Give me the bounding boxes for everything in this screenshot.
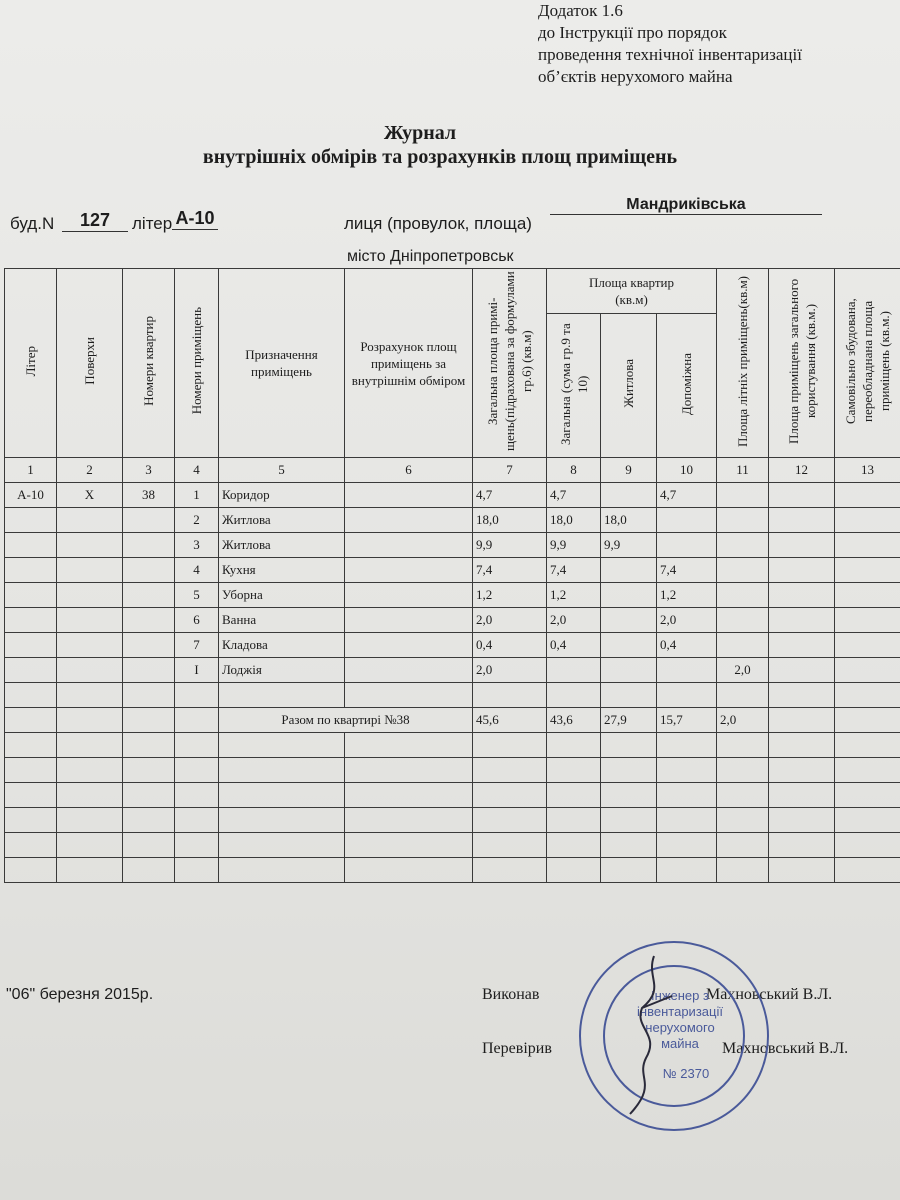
empty-cell xyxy=(473,783,547,808)
journal-title: Журнал xyxy=(383,122,457,144)
cell-room: 4 xyxy=(175,558,219,583)
building-number: 127 xyxy=(62,210,128,232)
street-label: лиця (провулок, площа) xyxy=(344,214,532,233)
cell-common xyxy=(769,483,835,508)
checked-by-label: Перевірив xyxy=(482,1040,552,1057)
journal-subtitle: внутрішніх обмірів та розрахунків площ приміщень xyxy=(202,146,678,168)
column-number: 12 xyxy=(769,458,835,483)
column-number: 6 xyxy=(345,458,473,483)
table-body xyxy=(5,483,900,883)
cell-summer xyxy=(717,483,769,508)
empty-cell xyxy=(769,708,835,733)
street-name: Мандриківська xyxy=(550,196,822,215)
cell-apt xyxy=(123,633,175,658)
empty-cell xyxy=(657,783,717,808)
empty-cell xyxy=(717,683,769,708)
empty-cell xyxy=(657,758,717,783)
empty-cell xyxy=(547,808,601,833)
empty-cell xyxy=(175,833,219,858)
cell-purpose: Кладова xyxy=(219,633,345,658)
column-number: 1 xyxy=(5,458,57,483)
empty-cell xyxy=(717,833,769,858)
cell-calc xyxy=(345,508,473,533)
column-number: 13 xyxy=(835,458,900,483)
empty-cell xyxy=(601,858,657,883)
cell-common xyxy=(769,633,835,658)
cell-total: 18,0 xyxy=(473,508,547,533)
cell-apt-total: 9,9 xyxy=(547,533,601,558)
empty-cell xyxy=(345,833,473,858)
empty-cell xyxy=(175,683,219,708)
empty-row xyxy=(5,783,900,808)
empty-cell xyxy=(657,733,717,758)
building-label: буд.N xyxy=(10,214,55,233)
total-aux: 15,7 xyxy=(657,708,717,733)
cell-liter xyxy=(5,583,57,608)
cell-common xyxy=(769,558,835,583)
cell-unauth xyxy=(835,533,900,558)
liter-value: А-10 xyxy=(172,208,218,230)
empty-cell xyxy=(345,808,473,833)
performed-by-label: Виконав xyxy=(482,986,540,1003)
cell-aux: 1,2 xyxy=(657,583,717,608)
empty-cell xyxy=(601,783,657,808)
empty-row xyxy=(5,858,900,883)
document-date: "06" березня 2015р. xyxy=(6,986,154,1003)
empty-cell xyxy=(547,858,601,883)
cell-unauth xyxy=(835,508,900,533)
empty-cell xyxy=(57,733,123,758)
empty-cell xyxy=(123,683,175,708)
cell-apt xyxy=(123,533,175,558)
stamp-text-line: нерухомого xyxy=(645,1020,715,1035)
liter-label: літер xyxy=(132,214,173,233)
table-row xyxy=(5,658,900,683)
empty-cell xyxy=(175,808,219,833)
checked-by-name: Махновський В.Л. xyxy=(722,1040,849,1057)
empty-cell xyxy=(769,683,835,708)
cell-apt xyxy=(123,508,175,533)
cell-total: 9,9 xyxy=(473,533,547,558)
cell-living xyxy=(601,658,657,683)
appendix-line: проведення технічної інвентаризації xyxy=(538,45,802,64)
empty-cell xyxy=(601,808,657,833)
empty-cell xyxy=(219,783,345,808)
total-summer: 2,0 xyxy=(717,708,769,733)
cell-floor xyxy=(57,508,123,533)
empty-cell xyxy=(345,858,473,883)
empty-cell xyxy=(835,808,900,833)
table-row xyxy=(5,683,900,708)
cell-total: 2,0 xyxy=(473,608,547,633)
cell-total: 7,4 xyxy=(473,558,547,583)
cell-apt xyxy=(123,558,175,583)
empty-row xyxy=(5,833,900,858)
empty-cell xyxy=(601,758,657,783)
header-calculation: Розрахунок площ приміщень за внутрішнім обміром xyxy=(345,269,473,458)
empty-cell xyxy=(601,733,657,758)
cell-living xyxy=(601,633,657,658)
cell-apt-total: 18,0 xyxy=(547,508,601,533)
official-stamp xyxy=(576,938,772,1134)
header-floors: Поверхи xyxy=(57,269,123,458)
cell-purpose: Кухня xyxy=(219,558,345,583)
cell-aux xyxy=(657,533,717,558)
empty-cell xyxy=(547,683,601,708)
empty-cell xyxy=(123,783,175,808)
empty-cell xyxy=(717,733,769,758)
cell-floor: Х xyxy=(57,483,123,508)
cell-unauth xyxy=(835,558,900,583)
empty-cell xyxy=(57,833,123,858)
cell-total: 1,2 xyxy=(473,583,547,608)
cell-living: 9,9 xyxy=(601,533,657,558)
empty-cell xyxy=(835,733,900,758)
cell-living xyxy=(601,583,657,608)
empty-cell xyxy=(345,733,473,758)
empty-cell xyxy=(657,683,717,708)
cell-apt xyxy=(123,658,175,683)
address-line xyxy=(10,196,890,240)
empty-row xyxy=(5,733,900,758)
cell-purpose: Лоджія xyxy=(219,658,345,683)
cell-unauth xyxy=(835,633,900,658)
empty-cell xyxy=(219,833,345,858)
cell-apt-total: 4,7 xyxy=(547,483,601,508)
cell-aux: 7,4 xyxy=(657,558,717,583)
cell-aux: 4,7 xyxy=(657,483,717,508)
cell-calc xyxy=(345,633,473,658)
cell-purpose: Ванна xyxy=(219,608,345,633)
cell-floor xyxy=(57,558,123,583)
cell-unauth xyxy=(835,483,900,508)
empty-cell xyxy=(123,708,175,733)
cell-floor xyxy=(57,533,123,558)
column-number: 4 xyxy=(175,458,219,483)
cell-purpose: Житлова xyxy=(219,508,345,533)
table-row xyxy=(5,608,900,633)
cell-summer xyxy=(717,633,769,658)
header-apartment-numbers: Номери квартир xyxy=(123,269,175,458)
table-row xyxy=(5,583,900,608)
cell-liter xyxy=(5,558,57,583)
empty-cell xyxy=(57,858,123,883)
cell-liter: А-10 xyxy=(5,483,57,508)
cell-floor xyxy=(57,633,123,658)
cell-apt-total: 0,4 xyxy=(547,633,601,658)
empty-cell xyxy=(219,808,345,833)
cell-calc xyxy=(345,583,473,608)
header-summer-area: Площа літніх приміщень(кв.м) xyxy=(717,269,769,458)
header-apt-auxiliary: Допоміжна xyxy=(657,314,717,458)
empty-cell xyxy=(657,808,717,833)
empty-cell xyxy=(769,758,835,783)
empty-cell xyxy=(219,683,345,708)
empty-cell xyxy=(345,758,473,783)
empty-cell xyxy=(473,683,547,708)
cell-living: 18,0 xyxy=(601,508,657,533)
empty-cell xyxy=(769,808,835,833)
header-apt-living: Житлова xyxy=(601,314,657,458)
city-name: місто Дніпропетровськ xyxy=(347,248,514,265)
measurement-table xyxy=(4,268,900,883)
header-unauthorized-area: Самовільно збудована, переобладнана площа приміщень (кв.м.) xyxy=(835,269,900,458)
empty-cell xyxy=(547,758,601,783)
column-number: 3 xyxy=(123,458,175,483)
total-label: Разом по квартирі №38 xyxy=(219,708,473,733)
empty-cell xyxy=(175,783,219,808)
header-room-numbers: Номери приміщень xyxy=(175,269,219,458)
cell-unauth xyxy=(835,583,900,608)
cell-liter xyxy=(5,508,57,533)
empty-cell xyxy=(123,758,175,783)
cell-summer xyxy=(717,608,769,633)
empty-cell xyxy=(175,858,219,883)
empty-cell xyxy=(473,858,547,883)
empty-cell xyxy=(717,783,769,808)
cell-room: 7 xyxy=(175,633,219,658)
cell-apt-total: 7,4 xyxy=(547,558,601,583)
empty-cell xyxy=(657,858,717,883)
cell-apt xyxy=(123,608,175,633)
empty-cell xyxy=(57,683,123,708)
cell-total: 0,4 xyxy=(473,633,547,658)
empty-cell xyxy=(175,733,219,758)
performed-by-name: Махновський В.Л. xyxy=(706,986,833,1003)
cell-unauth xyxy=(835,658,900,683)
cell-unauth xyxy=(835,608,900,633)
total-row xyxy=(5,708,900,733)
appendix-note xyxy=(538,0,802,88)
column-number-row xyxy=(5,458,900,483)
cell-aux: 0,4 xyxy=(657,633,717,658)
cell-apt-total: 1,2 xyxy=(547,583,601,608)
empty-cell xyxy=(57,808,123,833)
empty-cell xyxy=(835,708,900,733)
appendix-line: до Інструкції про порядок xyxy=(538,23,727,42)
empty-cell xyxy=(769,833,835,858)
cell-total: 2,0 xyxy=(473,658,547,683)
apartment-area-title: Площа квартир xyxy=(589,275,674,291)
cell-floor xyxy=(57,608,123,633)
empty-cell xyxy=(657,833,717,858)
cell-summer xyxy=(717,583,769,608)
empty-cell xyxy=(717,858,769,883)
column-number: 8 xyxy=(547,458,601,483)
empty-cell xyxy=(769,783,835,808)
empty-cell xyxy=(219,858,345,883)
table-row xyxy=(5,633,900,658)
empty-cell xyxy=(123,733,175,758)
cell-living xyxy=(601,483,657,508)
cell-purpose: Коридор xyxy=(219,483,345,508)
empty-cell xyxy=(5,783,57,808)
empty-cell xyxy=(473,808,547,833)
cell-calc xyxy=(345,608,473,633)
empty-cell xyxy=(473,733,547,758)
header-purpose: Призначення приміщень xyxy=(219,269,345,458)
header-apartment-area xyxy=(547,269,717,314)
empty-cell xyxy=(123,858,175,883)
stamp-text-line: № 2370 xyxy=(662,1066,710,1081)
empty-cell xyxy=(835,783,900,808)
empty-cell xyxy=(601,683,657,708)
column-number: 2 xyxy=(57,458,123,483)
cell-room: I xyxy=(175,658,219,683)
total-apt-total: 43,6 xyxy=(547,708,601,733)
signature-mark xyxy=(630,956,672,1114)
total-living: 27,9 xyxy=(601,708,657,733)
empty-cell xyxy=(835,758,900,783)
table-row xyxy=(5,558,900,583)
table-row xyxy=(5,508,900,533)
cell-liter xyxy=(5,658,57,683)
cell-liter xyxy=(5,633,57,658)
empty-cell xyxy=(835,833,900,858)
empty-cell xyxy=(175,708,219,733)
cell-floor xyxy=(57,583,123,608)
empty-cell xyxy=(547,733,601,758)
empty-cell xyxy=(219,733,345,758)
empty-cell xyxy=(769,733,835,758)
total-total: 45,6 xyxy=(473,708,547,733)
cell-calc xyxy=(345,658,473,683)
cell-aux xyxy=(657,658,717,683)
column-number: 10 xyxy=(657,458,717,483)
cell-calc xyxy=(345,483,473,508)
empty-cell xyxy=(769,858,835,883)
empty-cell xyxy=(835,858,900,883)
cell-common xyxy=(769,533,835,558)
empty-cell xyxy=(473,758,547,783)
empty-cell xyxy=(57,783,123,808)
empty-cell xyxy=(473,833,547,858)
empty-cell xyxy=(345,683,473,708)
cell-summer xyxy=(717,558,769,583)
empty-cell xyxy=(717,808,769,833)
header-common-area: Площа приміщень загального користування (кв.м.) xyxy=(769,269,835,458)
apartment-area-unit: (кв.м) xyxy=(615,292,648,308)
cell-floor xyxy=(57,658,123,683)
cell-room: 5 xyxy=(175,583,219,608)
cell-apt: 38 xyxy=(123,483,175,508)
cell-living xyxy=(601,558,657,583)
empty-cell xyxy=(5,708,57,733)
empty-cell xyxy=(57,758,123,783)
empty-cell xyxy=(5,858,57,883)
column-number: 7 xyxy=(473,458,547,483)
cell-common xyxy=(769,658,835,683)
header-liter: Літер xyxy=(5,269,57,458)
cell-purpose: Уборна xyxy=(219,583,345,608)
appendix-line: об’єктів нерухомого майна xyxy=(538,67,733,86)
cell-apt-total: 2,0 xyxy=(547,608,601,633)
cell-common xyxy=(769,608,835,633)
empty-cell xyxy=(547,833,601,858)
table-row xyxy=(5,533,900,558)
cell-total: 4,7 xyxy=(473,483,547,508)
cell-room: 2 xyxy=(175,508,219,533)
cell-apt-total xyxy=(547,658,601,683)
stamp-text-line: майна xyxy=(661,1036,699,1051)
cell-aux: 2,0 xyxy=(657,608,717,633)
stamp-text-line: інвентаризації xyxy=(637,1004,723,1019)
cell-living xyxy=(601,608,657,633)
empty-cell xyxy=(547,783,601,808)
cell-common xyxy=(769,508,835,533)
cell-calc xyxy=(345,533,473,558)
empty-cell xyxy=(175,758,219,783)
cell-liter xyxy=(5,608,57,633)
empty-cell xyxy=(5,758,57,783)
empty-cell xyxy=(123,808,175,833)
cell-liter xyxy=(5,533,57,558)
empty-cell xyxy=(57,708,123,733)
appendix-line: Додаток 1.6 xyxy=(538,1,623,20)
cell-purpose: Житлова xyxy=(219,533,345,558)
cell-apt xyxy=(123,583,175,608)
header-total-area: Загальна площа примі-щень(підрахована за формулами гр.6) (кв.м) xyxy=(473,269,547,458)
empty-cell xyxy=(601,833,657,858)
column-number: 5 xyxy=(219,458,345,483)
cell-room: 6 xyxy=(175,608,219,633)
column-number: 9 xyxy=(601,458,657,483)
stamp-text-line: Інженер з xyxy=(651,988,709,1003)
cell-summer xyxy=(717,533,769,558)
header-apt-total: Загальна (сума гр.9 та 10) xyxy=(547,314,601,458)
cell-aux xyxy=(657,508,717,533)
cell-summer xyxy=(717,508,769,533)
cell-room: 3 xyxy=(175,533,219,558)
table-row xyxy=(5,483,900,508)
empty-cell xyxy=(5,733,57,758)
cell-room: 1 xyxy=(175,483,219,508)
column-number: 11 xyxy=(717,458,769,483)
empty-cell xyxy=(219,758,345,783)
cell-common xyxy=(769,583,835,608)
empty-cell xyxy=(835,683,900,708)
empty-cell xyxy=(5,833,57,858)
cell-summer: 2,0 xyxy=(717,658,769,683)
empty-cell xyxy=(717,758,769,783)
empty-row xyxy=(5,758,900,783)
empty-row xyxy=(5,808,900,833)
empty-cell xyxy=(5,683,57,708)
empty-cell xyxy=(123,833,175,858)
empty-cell xyxy=(345,783,473,808)
cell-calc xyxy=(345,558,473,583)
empty-cell xyxy=(5,808,57,833)
